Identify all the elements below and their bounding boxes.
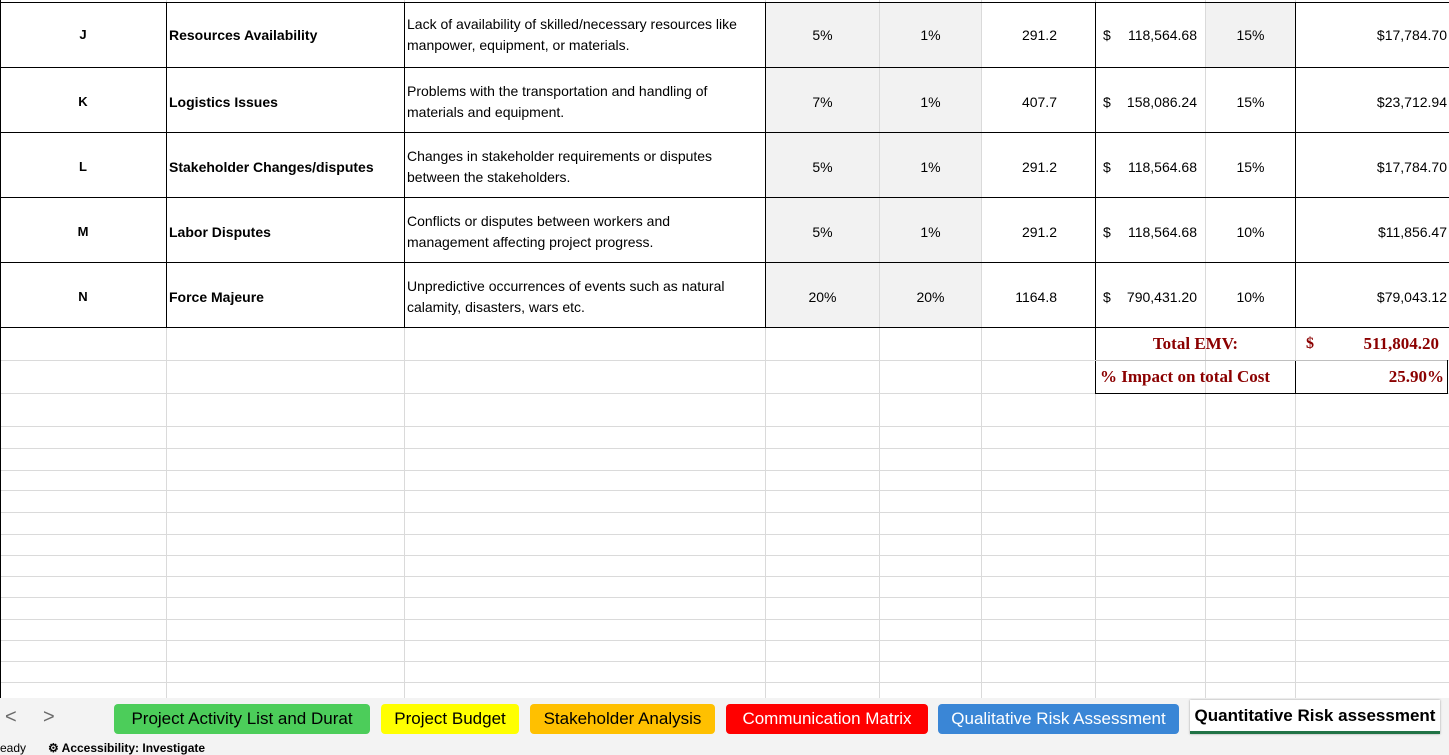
gridline bbox=[0, 576, 1449, 577]
percentage-cell[interactable]: 10% bbox=[1236, 288, 1265, 305]
impact-cell[interactable]: 1% bbox=[920, 26, 941, 43]
gridline bbox=[0, 426, 1449, 427]
risk-id-cell[interactable]: N bbox=[78, 289, 88, 304]
tab-scroll-left-icon[interactable]: < bbox=[5, 706, 17, 728]
gridline bbox=[0, 448, 1449, 449]
probability-cell[interactable]: 20% bbox=[808, 288, 837, 305]
risk-description-line: materials and equipment. bbox=[407, 103, 565, 120]
score-cell[interactable]: 291.2 bbox=[1021, 26, 1057, 43]
currency-symbol: $ bbox=[1103, 93, 1111, 110]
impact-cell[interactable]: 20% bbox=[916, 288, 945, 305]
risk-id-cell[interactable]: L bbox=[79, 159, 87, 174]
probability-cell[interactable]: 7% bbox=[812, 93, 833, 110]
gridline bbox=[0, 534, 1449, 535]
table-row bbox=[0, 2, 1449, 67]
currency-symbol: $ bbox=[1103, 288, 1111, 305]
score-cell[interactable]: 291.2 bbox=[1021, 158, 1057, 175]
cost-value: 118,564.68 bbox=[1127, 26, 1197, 43]
risk-id-cell[interactable]: J bbox=[79, 27, 87, 42]
gridline bbox=[0, 619, 1449, 620]
risk-description-line: Problems with the transportation and handling of bbox=[407, 82, 708, 99]
cost-cell[interactable] bbox=[1096, 264, 1205, 329]
emv-cell[interactable]: $17,784.70 bbox=[1376, 26, 1447, 43]
accessibility-label: Accessibility: Investigate bbox=[61, 741, 206, 755]
impact-cell[interactable]: 1% bbox=[920, 223, 941, 240]
risk-description-line: Changes in stakeholder requirements or disputes bbox=[407, 147, 713, 164]
risk-description-line: Unpredictive occurrences of events such as natural bbox=[407, 277, 725, 294]
table-row bbox=[0, 134, 1449, 199]
risk-name-cell[interactable]: Stakeholder Changes/disputes bbox=[169, 158, 374, 175]
table-row bbox=[0, 264, 1449, 329]
risk-description-line: between the stakeholders. bbox=[407, 168, 571, 185]
probability-cell[interactable]: 5% bbox=[812, 158, 833, 175]
emv-cell[interactable]: $79,043.12 bbox=[1376, 288, 1447, 305]
table-row bbox=[0, 199, 1449, 264]
percentage-cell[interactable]: 15% bbox=[1236, 158, 1265, 175]
sheet-tab[interactable]: Stakeholder Analysis bbox=[530, 704, 715, 734]
accessibility-icon: ⚙ bbox=[48, 741, 59, 755]
sheet-tab[interactable]: Qualitative Risk Assessment bbox=[938, 704, 1179, 734]
sheet-tab[interactable]: Quantitative Risk assessment bbox=[1190, 700, 1440, 734]
total-emv-value[interactable]: 511,804.20 bbox=[1363, 334, 1439, 353]
score-cell[interactable]: 1164.8 bbox=[1015, 288, 1057, 305]
risk-description-cell[interactable] bbox=[405, 2, 765, 67]
cost-value: 158,086.24 bbox=[1126, 93, 1197, 110]
percentage-cell[interactable]: 15% bbox=[1236, 26, 1265, 43]
risk-description-line: calamity, disasters, wars etc. bbox=[407, 298, 585, 315]
table-border bbox=[0, 67, 1449, 68]
risk-name-cell[interactable]: Force Majeure bbox=[169, 288, 264, 305]
percentage-cell[interactable]: 15% bbox=[1236, 93, 1265, 110]
cost-cell[interactable] bbox=[1096, 199, 1205, 264]
risk-name-cell[interactable]: Labor Disputes bbox=[169, 223, 271, 240]
percentage-cell[interactable]: 10% bbox=[1236, 223, 1265, 240]
risk-name-cell[interactable]: Logistics Issues bbox=[169, 93, 278, 110]
cost-value: 118,564.68 bbox=[1127, 158, 1197, 175]
gridline bbox=[0, 470, 1449, 471]
cost-cell[interactable] bbox=[1096, 134, 1205, 199]
emv-cell[interactable]: $11,856.47 bbox=[1377, 223, 1447, 240]
impact-value[interactable]: 25.90% bbox=[1388, 367, 1444, 386]
impact-cell[interactable]: 1% bbox=[920, 158, 941, 175]
risk-description-text bbox=[407, 211, 670, 253]
risk-description-line: management affecting project progress. bbox=[407, 233, 654, 250]
risk-id-cell[interactable]: K bbox=[78, 94, 88, 109]
total-currency-symbol[interactable]: $ bbox=[1306, 335, 1314, 352]
emv-cell[interactable]: $17,784.70 bbox=[1376, 158, 1447, 175]
score-cell[interactable]: 291.2 bbox=[1021, 223, 1057, 240]
gridline bbox=[0, 597, 1449, 598]
sheet-tab-bar bbox=[0, 698, 1449, 741]
risk-description-line: manpower, equipment, or materials. bbox=[407, 36, 630, 53]
accessibility-status[interactable] bbox=[48, 741, 205, 755]
risk-description-line: Conflicts or disputes between workers and bbox=[407, 212, 671, 229]
impact-label[interactable]: % Impact on total Cost bbox=[1100, 367, 1270, 386]
tab-scroll-right-icon[interactable]: > bbox=[43, 706, 55, 728]
risk-description-text bbox=[407, 276, 725, 318]
risk-description-cell[interactable] bbox=[405, 69, 765, 134]
status-bar bbox=[0, 741, 1449, 755]
sheet-tab[interactable]: Project Budget bbox=[381, 704, 519, 734]
risk-description-cell[interactable] bbox=[405, 264, 765, 329]
risk-description-line: Lack of availability of skilled/necessary resources like bbox=[407, 15, 737, 32]
gridline bbox=[0, 490, 1449, 491]
currency-symbol: $ bbox=[1103, 223, 1111, 240]
risk-description-text bbox=[407, 146, 712, 188]
gridline bbox=[0, 682, 1449, 683]
table-row bbox=[0, 69, 1449, 134]
emv-cell[interactable]: $23,712.94 bbox=[1376, 93, 1447, 110]
status-ready: eady bbox=[0, 741, 27, 755]
gridline bbox=[0, 512, 1449, 513]
cost-cell[interactable] bbox=[1096, 2, 1205, 67]
total-emv-label[interactable]: Total EMV: bbox=[1152, 334, 1239, 353]
summary-border bbox=[1447, 360, 1448, 393]
gridline bbox=[0, 640, 1449, 641]
probability-cell[interactable]: 5% bbox=[812, 26, 833, 43]
summary-border bbox=[1095, 393, 1448, 394]
gridline bbox=[0, 661, 1449, 662]
risk-name-cell[interactable]: Resources Availability bbox=[169, 26, 318, 43]
risk-description-cell[interactable] bbox=[405, 134, 765, 199]
risk-description-text bbox=[407, 14, 737, 56]
probability-cell[interactable]: 5% bbox=[812, 223, 833, 240]
cost-value: 118,564.68 bbox=[1127, 223, 1197, 240]
cost-cell[interactable] bbox=[1096, 69, 1205, 134]
risk-description-cell[interactable] bbox=[405, 199, 765, 264]
gridline bbox=[0, 555, 1449, 556]
risk-description-text bbox=[407, 81, 707, 123]
score-cell[interactable]: 407.7 bbox=[1021, 93, 1057, 110]
currency-symbol: $ bbox=[1103, 158, 1111, 175]
cost-value: 790,431.20 bbox=[1126, 288, 1197, 305]
sheet-tab[interactable]: Communication Matrix bbox=[726, 704, 928, 734]
currency-symbol: $ bbox=[1103, 26, 1111, 43]
risk-id-cell[interactable]: M bbox=[77, 224, 89, 239]
impact-cell[interactable]: 1% bbox=[920, 93, 941, 110]
sheet-tab[interactable]: Project Activity List and Durat bbox=[114, 704, 370, 734]
